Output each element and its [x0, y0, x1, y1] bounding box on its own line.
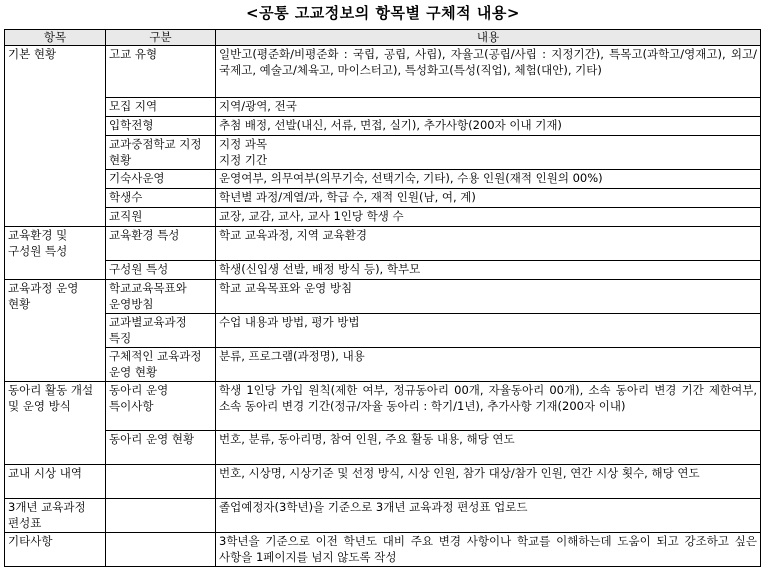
item-cell — [5, 98, 106, 117]
table-row — [5, 189, 761, 208]
category-cell: 학생수 — [106, 189, 216, 208]
category-cell — [106, 499, 216, 533]
item-cell — [5, 170, 106, 189]
table-row — [5, 208, 761, 227]
content-cell: 학년별 과정/계열/과, 학급 수, 재적 인원(남, 여, 계) — [216, 189, 761, 208]
category-cell: 구체적인 교육과정 운영 현황 — [106, 348, 216, 382]
item-cell — [5, 314, 106, 348]
content-cell: 학교 교육과정, 지역 교육환경 — [216, 227, 761, 261]
item-cell: 교내 시상 내역 — [5, 465, 106, 499]
content-cell: 운영여부, 의무여부(의무기숙, 선택기숙, 기타), 수용 인원(재적 인원의 00%) — [216, 170, 761, 189]
content-cell: 3학년을 기준으로 이전 학년도 대비 주요 변경 사항이나 학교를 이해하는데 도움이 되고 강조하고 싶은 사항을 1페이지를 넘지 않도록 작성 — [216, 533, 761, 567]
content-cell: 학교 교육목표와 운영 방침 — [216, 280, 761, 314]
table-row — [5, 170, 761, 189]
content-cell: 번호, 시상명, 시상기준 및 선정 방식, 시상 인원, 참가 대상/참가 인원, 연간 시상 횟수, 해당 연도 — [216, 465, 761, 499]
table-row — [5, 499, 761, 533]
table-row — [5, 348, 761, 382]
content-cell: 수업 내용과 방법, 평가 방법 — [216, 314, 761, 348]
table-row — [5, 136, 761, 170]
content-cell: 지역/광역, 전국 — [216, 98, 761, 117]
category-cell — [106, 533, 216, 567]
item-cell — [5, 117, 106, 136]
category-cell: 교과중점학교 지정 현황 — [106, 136, 216, 170]
table-row — [5, 261, 761, 280]
category-cell: 모집 지역 — [106, 98, 216, 117]
content-cell: 학생 1인당 가입 원칙(제한 여부, 정규동아리 00개, 자율동아리 00개), 소속 동아리 변경 기간 제한여부, 소속 동아리 변경 기간(정규/자율 동아리 : 학기/1년), 추가사항 기재(200자 이내) — [216, 382, 761, 431]
item-cell — [5, 208, 106, 227]
table-row — [5, 431, 761, 465]
item-cell: 기타사항 — [5, 533, 106, 567]
category-cell: 교직원 — [106, 208, 216, 227]
item-cell: 교육과정 운영 현황 — [5, 280, 106, 314]
item-cell — [5, 348, 106, 382]
content-cell: 번호, 분류, 동아리명, 참여 인원, 주요 활동 내용, 해당 연도 — [216, 431, 761, 465]
header-item: 항목 — [5, 30, 106, 46]
content-cell: 일반고(평준화/비평준화 : 국립, 공립, 사립), 자율고(공립/사립 : 지정기간), 특목고(과학고/영재고), 외고/국제고, 예술고/체육고, 마이스터고), 특성화고(특성(직업), 체험(대안), 기타) — [216, 46, 761, 98]
item-cell: 기본 현황 — [5, 46, 106, 98]
category-cell: 기숙사운영 — [106, 170, 216, 189]
content-cell: 추첨 배정, 선발(내신, 서류, 면접, 실기), 추가사항(200자 이내 기재) — [216, 117, 761, 136]
category-cell: 학교교육목표와 운영방침 — [106, 280, 216, 314]
info-table — [4, 29, 761, 567]
content-cell: 분류, 프로그램(과정명), 내용 — [216, 348, 761, 382]
category-cell: 고교 유형 — [106, 46, 216, 98]
category-cell: 교육환경 특성 — [106, 227, 216, 261]
category-cell: 동아리 운영 특이사항 — [106, 382, 216, 431]
header-content: 내용 — [216, 30, 761, 46]
item-cell — [5, 189, 106, 208]
page-title: <공통 고교정보의 항목별 구체적 내용> — [246, 4, 520, 22]
item-cell — [5, 261, 106, 280]
item-cell: 교육환경 및 구성원 특성 — [5, 227, 106, 261]
header-category: 구분 — [106, 30, 216, 46]
category-cell: 입학전형 — [106, 117, 216, 136]
category-cell: 교과별교육과정 특징 — [106, 314, 216, 348]
category-cell: 구성원 특성 — [106, 261, 216, 280]
category-cell: 동아리 운영 현황 — [106, 431, 216, 465]
content-cell: 학생(신입생 선발, 배정 방식 등), 학부모 — [216, 261, 761, 280]
item-cell — [5, 431, 106, 465]
content-cell: 교장, 교감, 교사, 교사 1인당 학생 수 — [216, 208, 761, 227]
item-cell — [5, 136, 106, 170]
table-row — [5, 533, 761, 567]
table-row — [5, 280, 761, 314]
table-row — [5, 46, 761, 98]
item-cell: 동아리 활동 개설 및 운영 방식 — [5, 382, 106, 431]
content-cell: 졸업예정자(3학년)을 기준으로 3개년 교육과정 편성표 업로드 — [216, 499, 761, 533]
table-row — [5, 382, 761, 431]
content-cell: 지정 과목 지정 기간 — [216, 136, 761, 170]
table-row — [5, 314, 761, 348]
table-row — [5, 117, 761, 136]
category-cell — [106, 465, 216, 499]
table-row — [5, 98, 761, 117]
table-row — [5, 465, 761, 499]
item-cell: 3개년 교육과정 편성표 — [5, 499, 106, 533]
table-row — [5, 227, 761, 261]
table-header-row — [5, 30, 761, 46]
